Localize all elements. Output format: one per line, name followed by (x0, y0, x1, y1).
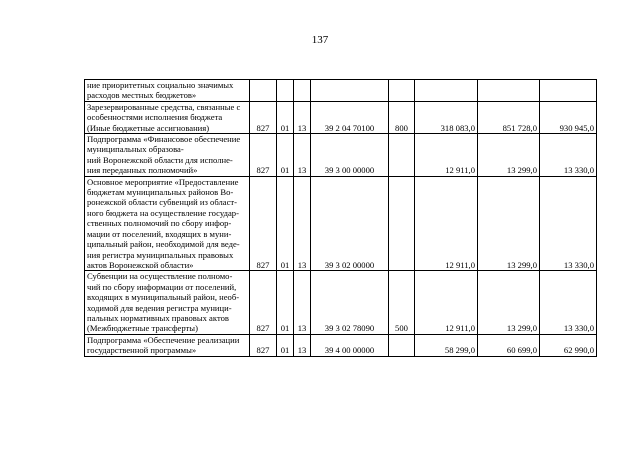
table-row (85, 80, 597, 102)
subsection-code: 13 (294, 271, 311, 334)
row-name: Подпрограмма «Финансовое обеспечение муниципальных образова- ний Воронежской области для исполне- ния переданных полномочий» (85, 134, 250, 177)
target-article-code: 39 2 04 70100 (311, 101, 389, 133)
expense-type-code (389, 134, 415, 177)
ministry-code: 827 (250, 101, 277, 133)
amount-year-1: 12 911,0 (415, 134, 478, 177)
section-code: 01 (277, 134, 294, 177)
row-name: ние приоритетных социально значимых расходов местных бюджетов» (85, 80, 250, 102)
amount-year-3 (540, 80, 597, 102)
subsection-code (294, 80, 311, 102)
target-article-code: 39 3 02 78090 (311, 271, 389, 334)
amount-year-3: 13 330,0 (540, 134, 597, 177)
budget-table (84, 79, 597, 357)
amount-year-2: 60 699,0 (478, 334, 540, 356)
amount-year-3: 13 330,0 (540, 271, 597, 334)
table-row (85, 101, 597, 133)
amount-year-3: 13 330,0 (540, 176, 597, 271)
amount-year-1: 12 911,0 (415, 176, 478, 271)
target-article-code (311, 80, 389, 102)
row-name: Зарезервированные средства, связанные с особенностями исполнения бюджета (Иные бюджетные ассигнования) (85, 101, 250, 133)
amount-year-2: 13 299,0 (478, 271, 540, 334)
target-article-code: 39 4 00 00000 (311, 334, 389, 356)
subsection-code: 13 (294, 176, 311, 271)
ministry-code: 827 (250, 271, 277, 334)
row-name: Подпрограмма «Обеспечение реализации государственной программы» (85, 334, 250, 356)
table-row (85, 271, 597, 334)
row-name: Основное мероприятие «Предоставление бюджетам муниципальных районов Во- ронежской области субвенций из област- ного бюджета на осуществление государ- ственных полномочий по сбору инфор- мации от поселений, входящих в муни- ципальный район, необходимой для веде- ния регистра муниципальных правовых актов Воронежской области» (85, 176, 250, 271)
subsection-code: 13 (294, 134, 311, 177)
table-row (85, 134, 597, 177)
expense-type-code (389, 176, 415, 271)
ministry-code: 827 (250, 176, 277, 271)
amount-year-1: 12 911,0 (415, 271, 478, 334)
section-code: 01 (277, 101, 294, 133)
amount-year-2: 13 299,0 (478, 176, 540, 271)
subsection-code: 13 (294, 334, 311, 356)
section-code (277, 80, 294, 102)
table-row (85, 334, 597, 356)
expense-type-code (389, 80, 415, 102)
target-article-code: 39 3 00 00000 (311, 134, 389, 177)
ministry-code (250, 80, 277, 102)
amount-year-1: 318 083,0 (415, 101, 478, 133)
row-name: Субвенции на осуществление полномо- чий по сбору информации от поселений, входящих в муниципальный район, необ- ходимой для ведения регистра муници- пальных нормативных правовых актов (Межбюджетные трансферты) (85, 271, 250, 334)
section-code: 01 (277, 334, 294, 356)
expense-type-code (389, 334, 415, 356)
amount-year-3: 930 945,0 (540, 101, 597, 133)
amount-year-2: 851 728,0 (478, 101, 540, 133)
amount-year-1 (415, 80, 478, 102)
amount-year-1: 58 299,0 (415, 334, 478, 356)
amount-year-3: 62 990,0 (540, 334, 597, 356)
subsection-code: 13 (294, 101, 311, 133)
ministry-code: 827 (250, 334, 277, 356)
expense-type-code: 500 (389, 271, 415, 334)
expense-type-code: 800 (389, 101, 415, 133)
amount-year-2: 13 299,0 (478, 134, 540, 177)
ministry-code: 827 (250, 134, 277, 177)
section-code: 01 (277, 176, 294, 271)
target-article-code: 39 3 02 00000 (311, 176, 389, 271)
amount-year-2 (478, 80, 540, 102)
page-number: 137 (311, 34, 329, 46)
section-code: 01 (277, 271, 294, 334)
table-row (85, 176, 597, 271)
